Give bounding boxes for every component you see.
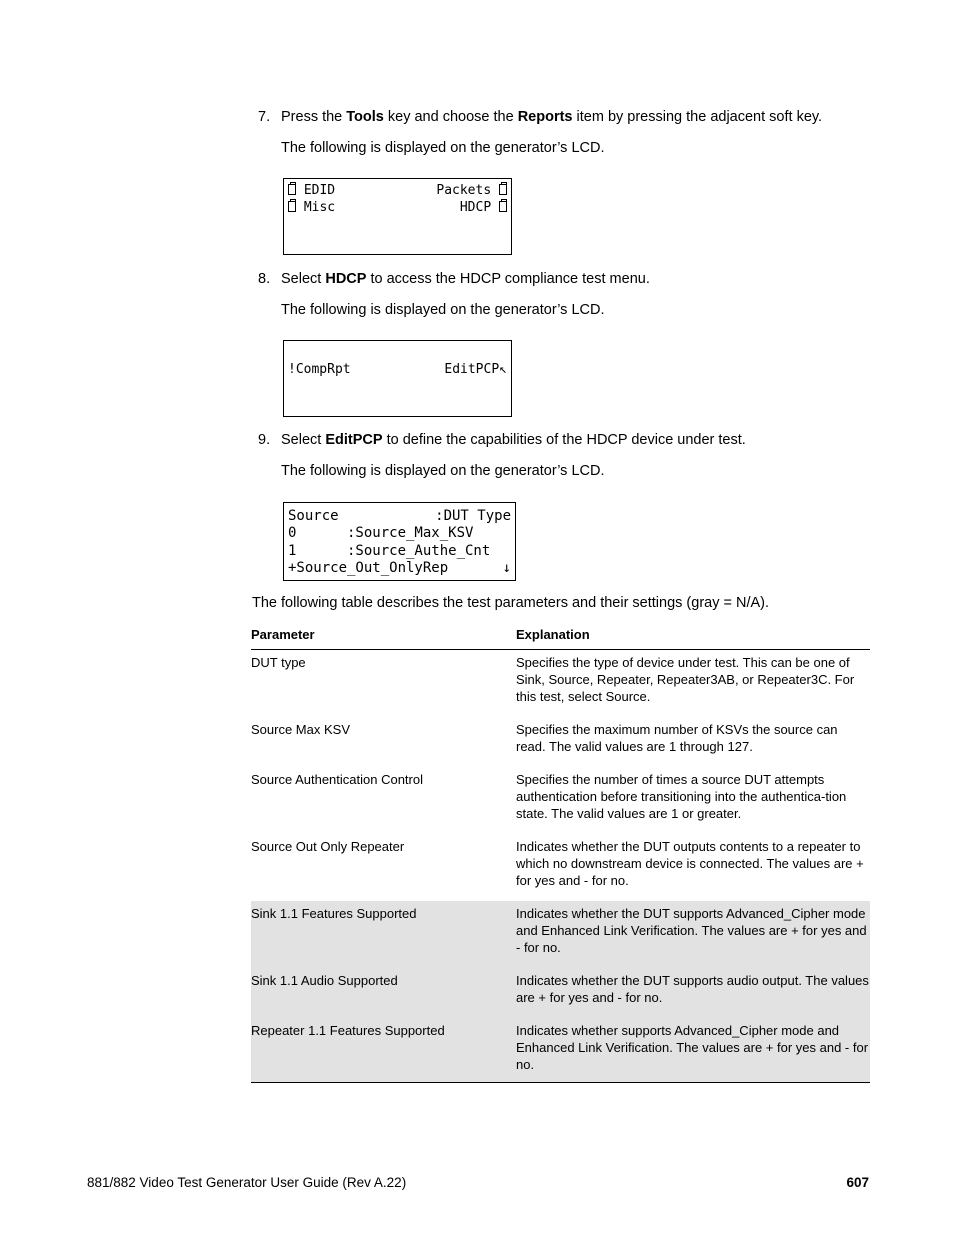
table-row-na	[251, 968, 870, 1018]
footer-title: 881/882 Video Test Generator User Guide (Rev A.22)	[87, 1175, 407, 1190]
step-text	[281, 270, 650, 288]
lcd-item-edid: EDID	[303, 183, 336, 198]
item-name-reports: Reports	[517, 109, 573, 125]
lcd-display-hdcp	[283, 340, 512, 417]
explanation-cell: Specifies the type of device under test. This can be one of Sink, Source, Repeater, Repeater3AB, or Repeater3C. For this test, select Source.	[516, 655, 855, 704]
lcd-item-comprpt: !CompRpt	[288, 362, 351, 377]
lcd-item-misc: Misc	[303, 200, 336, 215]
softkey-icon	[499, 201, 507, 212]
softkey-icon	[288, 184, 296, 195]
step-7-follow: The following is displayed on the generator’s LCD.	[281, 140, 605, 156]
table-row	[251, 767, 870, 834]
step-number: 9.	[258, 432, 271, 448]
step-text	[281, 431, 746, 449]
param-cell: Sink 1.1 Audio Supported	[251, 968, 516, 1018]
param-cell: DUT type	[251, 655, 306, 670]
step-text-part: Select	[281, 432, 326, 448]
lcd-item-hdcp: HDCP	[459, 200, 492, 215]
step-text-part: to define the capabilities of the HDCP device under test.	[382, 432, 746, 448]
explanation-cell: Indicates whether supports Advanced_Cipher mode and Enhanced Link Verification. The values are + for yes and - for no.	[516, 1018, 870, 1083]
key-name-tools: Tools	[346, 109, 384, 125]
step-text-part: to access the HDCP compliance test menu.	[366, 271, 650, 287]
header-parameter: Parameter	[251, 626, 516, 650]
page-number: 607	[846, 1175, 869, 1190]
lcd-item-packets: Packets	[436, 183, 492, 198]
parameter-table	[251, 626, 870, 1083]
table-row-na	[251, 1018, 870, 1083]
lcd-line-authe-cnt: 1 :Source_Authe_Cnt	[288, 543, 491, 559]
item-name-editpcp: EditPCP	[325, 432, 383, 448]
step-text	[281, 108, 822, 126]
down-arrow-icon: ↓	[502, 560, 511, 576]
param-cell: Source Out Only Repeater	[251, 839, 405, 854]
lcd-line-max-ksv: 0 :Source_Max_KSV	[288, 525, 474, 541]
table-intro: The following table describes the test parameters and their settings (gray = N/A).	[252, 595, 770, 611]
step-text-part: Select	[281, 271, 326, 287]
lcd-item-editpcp: EditPCP↖	[444, 362, 507, 377]
lcd-line-out-only-rep: +Source_Out_OnlyRep	[288, 560, 449, 576]
item-name-hdcp: HDCP	[325, 271, 367, 287]
param-cell: Source Max KSV	[251, 722, 350, 737]
softkey-icon	[288, 201, 296, 212]
param-cell: Repeater 1.1 Features Supported	[251, 1018, 516, 1083]
explanation-cell: Specifies the maximum number of KSVs the source can read. The valid values are 1 through 127.	[516, 722, 838, 754]
param-cell: Sink 1.1 Features Supported	[251, 901, 516, 968]
lcd-display-editpcp	[283, 502, 516, 581]
explanation-cell: Specifies the number of times a source DUT attempts authentication before transitioning into the authentica-tion state. The valid values are 1 or greater.	[516, 772, 847, 821]
param-cell: Source Authentication Control	[251, 772, 423, 787]
step-number: 7.	[258, 109, 271, 125]
explanation-cell: Indicates whether the DUT supports audio output. The values are + for yes and - for no.	[516, 968, 870, 1018]
lcd-line-dut-type: :DUT Type	[435, 508, 511, 524]
table-row	[251, 717, 870, 767]
explanation-cell: Indicates whether the DUT supports Advanced_Cipher mode and Enhanced Link Verification. The values are + for yes and - for no.	[516, 901, 870, 968]
table-row-na	[251, 901, 870, 968]
step-9-follow: The following is displayed on the generator’s LCD.	[281, 463, 605, 479]
table-row	[251, 834, 870, 901]
step-text-part: Press the	[281, 109, 347, 125]
lcd-line-source: Source	[288, 508, 339, 524]
step-text-part: item by pressing the adjacent soft key.	[572, 109, 823, 125]
step-number: 8.	[258, 271, 271, 287]
header-explanation: Explanation	[516, 626, 870, 650]
table-row	[251, 650, 870, 718]
explanation-cell: Indicates whether the DUT outputs contents to a repeater to which no downstream device is connected. The values are + for yes and - for no.	[516, 839, 864, 888]
step-text-part: key and choose the	[383, 109, 518, 125]
lcd-display-tools	[283, 178, 512, 255]
step-8-follow: The following is displayed on the generator’s LCD.	[281, 302, 605, 318]
table-header-row	[251, 626, 870, 650]
softkey-icon	[499, 184, 507, 195]
